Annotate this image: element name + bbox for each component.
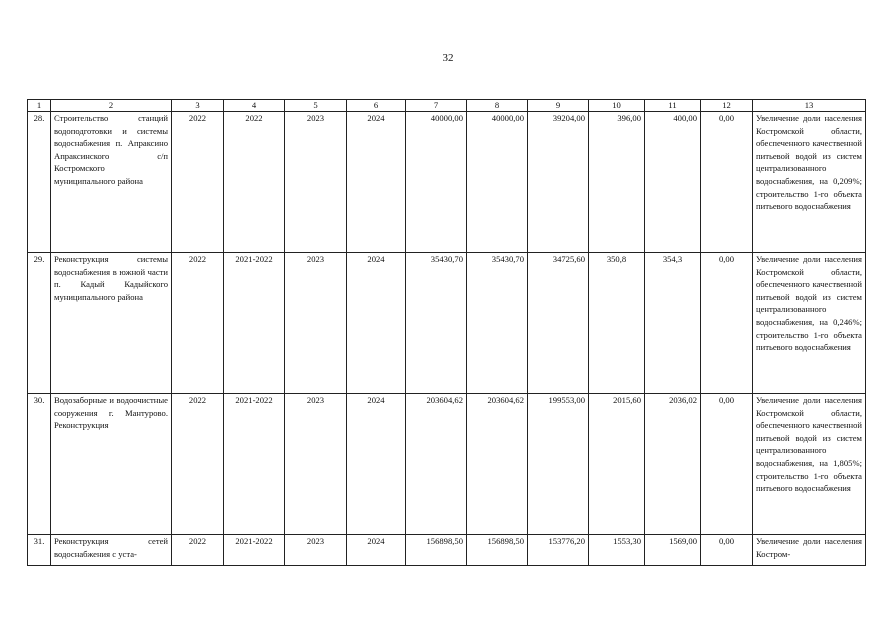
expected-result: Увеличение доли населения Костромской области, обеспеченного качественной питьевой водой из систем централизованного водоснабжения, на 0,246%; строительство 1-го объекта питьевого водоснабжения	[753, 253, 866, 394]
column-header: 5	[285, 100, 347, 112]
expected-result: Увеличение доли населения Костром-	[753, 535, 866, 566]
row-number: 31.	[28, 535, 51, 566]
header-row	[28, 100, 866, 112]
row-number: 29.	[28, 253, 51, 394]
expected-result: Увеличение доли населения Костромской области, обеспеченного качественной питьевой водой из систем централизованного водоснабжения, на 0,209%; строительство 1-го объекта питьевого водоснабжения	[753, 112, 866, 253]
column-header: 8	[467, 100, 528, 112]
column-header: 3	[172, 100, 224, 112]
cell-col5: 2023	[285, 535, 347, 566]
cell-col5: 2023	[285, 253, 347, 394]
cell-col12: 0,00	[701, 535, 753, 566]
cell-col3: 2022	[172, 112, 224, 253]
project-name: Реконструкция системы водоснабжения в южной части п. Кадый Кадыйского муниципального района	[51, 253, 172, 394]
column-header: 7	[406, 100, 467, 112]
cell-col10: 396,00	[589, 112, 645, 253]
row-number: 30.	[28, 394, 51, 535]
cell-col3: 2022	[172, 253, 224, 394]
cell-col5: 2023	[285, 394, 347, 535]
cell-col9: 39204,00	[528, 112, 589, 253]
cell-col6: 2024	[347, 112, 406, 253]
page-bottom-margin	[0, 574, 896, 640]
cell-col8: 40000,00	[467, 112, 528, 253]
cell-col8: 203604,62	[467, 394, 528, 535]
cell-col9: 34725,60	[528, 253, 589, 394]
column-header: 10	[589, 100, 645, 112]
table-row	[28, 112, 866, 253]
cell-col7: 203604,62	[406, 394, 467, 535]
cell-col8: 35430,70	[467, 253, 528, 394]
cell-col10: 2015,60	[589, 394, 645, 535]
cell-col7: 40000,00	[406, 112, 467, 253]
cell-col3: 2022	[172, 535, 224, 566]
cell-col4: 2021-2022	[224, 394, 285, 535]
table-row	[28, 394, 866, 535]
cell-col10: 1553,30	[589, 535, 645, 566]
cell-col10: 350,8	[589, 253, 645, 394]
cell-col12: 0,00	[701, 253, 753, 394]
cell-col9: 153776,20	[528, 535, 589, 566]
cell-col11: 400,00	[645, 112, 701, 253]
column-header: 1	[28, 100, 51, 112]
cell-col6: 2024	[347, 394, 406, 535]
cell-col3: 2022	[172, 394, 224, 535]
program-table	[27, 99, 866, 566]
cell-col7: 35430,70	[406, 253, 467, 394]
column-header: 2	[51, 100, 172, 112]
cell-col11: 1569,00	[645, 535, 701, 566]
cell-col6: 2024	[347, 253, 406, 394]
cell-col4: 2022	[224, 112, 285, 253]
cell-col5: 2023	[285, 112, 347, 253]
cell-col4: 2021-2022	[224, 253, 285, 394]
column-header: 11	[645, 100, 701, 112]
cell-col12: 0,00	[701, 112, 753, 253]
expected-result: Увеличение доли населения Костромской области, обеспеченного качественной питьевой водой из систем централизованного водоснабжения, на 1,805%; строительство 1-го объекта питьевого водоснабжения	[753, 394, 866, 535]
project-name: Строительство станций водоподготовки и системы водоснабжения п. Апраксино Апраксинского с/п Костромского муниципального района	[51, 112, 172, 253]
cell-col4: 2021-2022	[224, 535, 285, 566]
project-name: Водозаборные и водоочистные сооружения г. Мантурово. Реконструкция	[51, 394, 172, 535]
cell-col12: 0,00	[701, 394, 753, 535]
column-header: 13	[753, 100, 866, 112]
row-number: 28.	[28, 112, 51, 253]
column-header: 4	[224, 100, 285, 112]
cell-col6: 2024	[347, 535, 406, 566]
project-name: Реконструкция сетей водоснабжения с уста-	[51, 535, 172, 566]
page-number: 32	[442, 52, 454, 64]
column-header: 6	[347, 100, 406, 112]
column-header: 9	[528, 100, 589, 112]
cell-col9: 199553,00	[528, 394, 589, 535]
table-row	[28, 253, 866, 394]
cell-col11: 2036,02	[645, 394, 701, 535]
table-row	[28, 535, 866, 566]
cell-col8: 156898,50	[467, 535, 528, 566]
cell-col7: 156898,50	[406, 535, 467, 566]
cell-col11: 354,3	[645, 253, 701, 394]
column-header: 12	[701, 100, 753, 112]
